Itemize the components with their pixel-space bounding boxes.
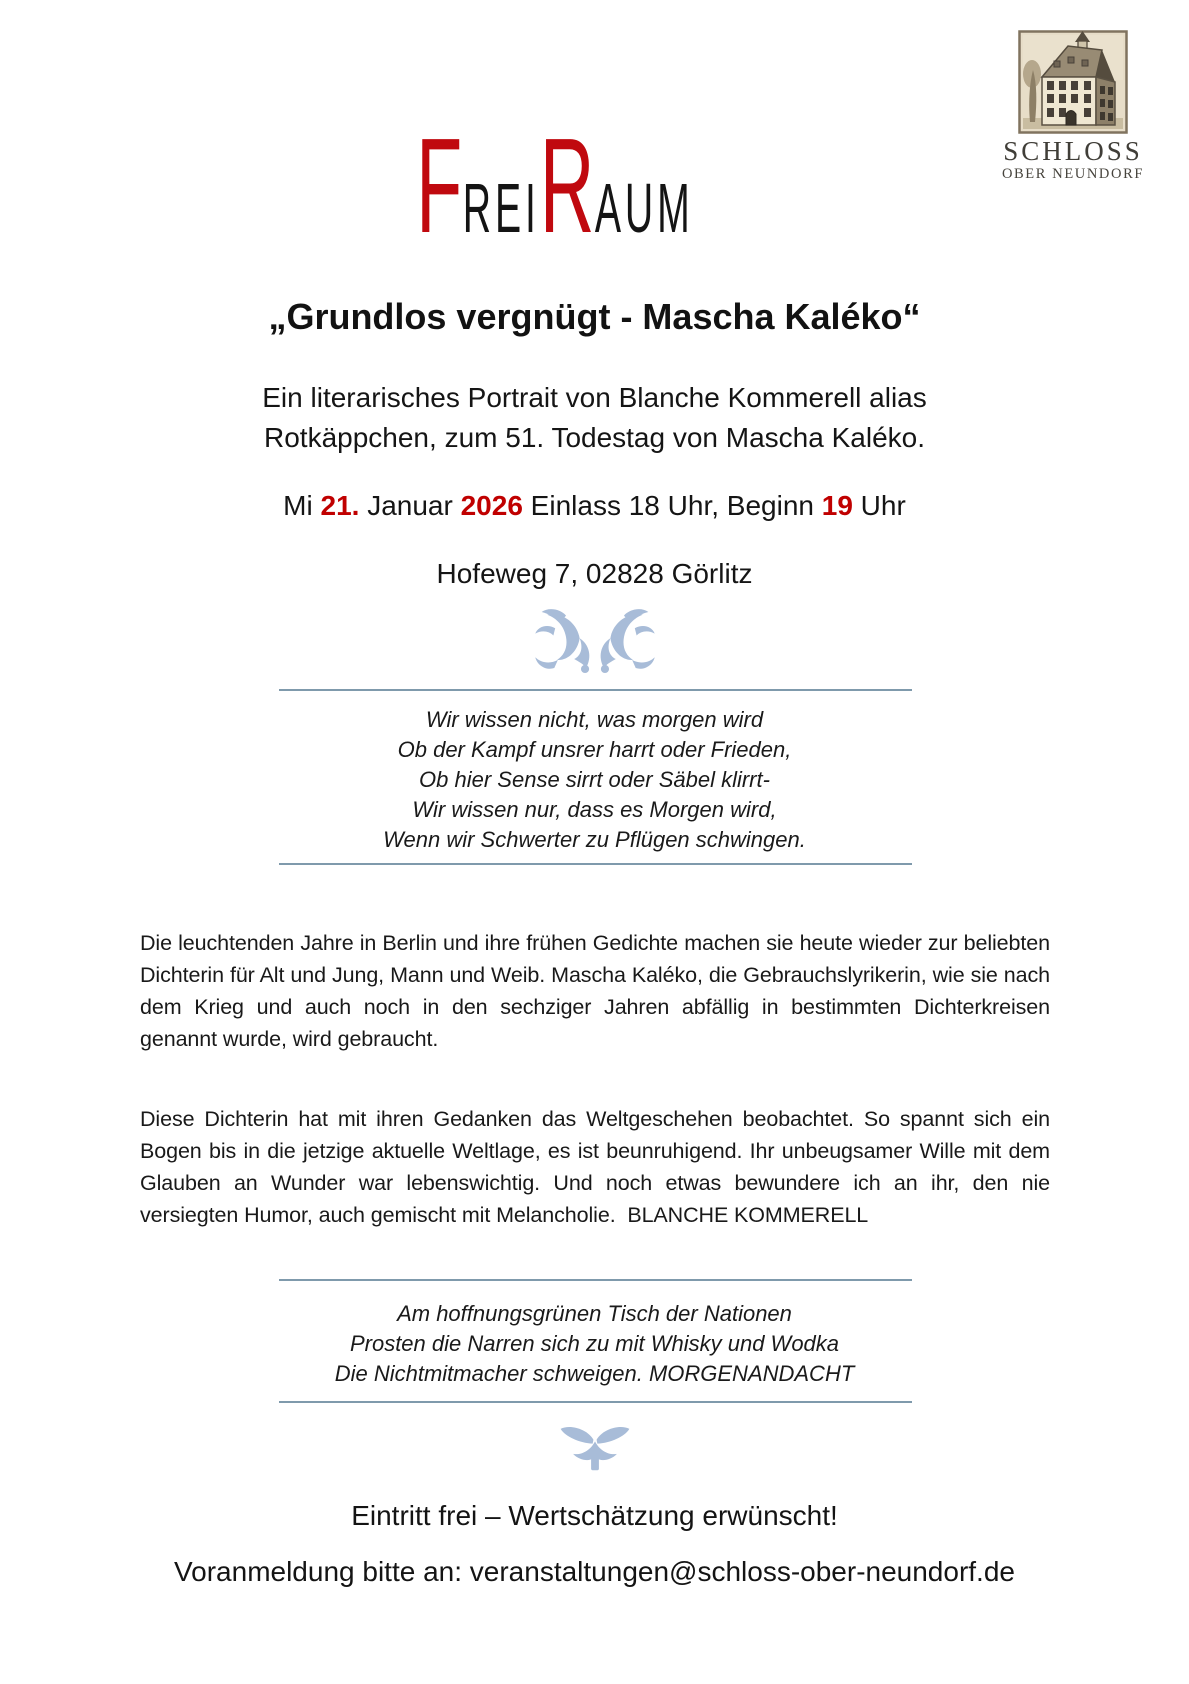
freiraum-initial-r: R	[539, 110, 595, 261]
date-seg-begin: 19	[821, 490, 853, 521]
freiraum-part-aum: AUM	[594, 169, 694, 247]
poem-line: Ob der Kampf unsrer harrt oder Frieden,	[397, 737, 792, 762]
divider-line	[279, 1279, 912, 1281]
footer-registration-line: Voranmeldung bitte an: veranstaltungen@schloss-ober-neundorf.de	[174, 1556, 1015, 1587]
floral-flourish-ornament-icon	[0, 602, 1189, 683]
poem-line: Prosten die Narren sich zu mit Whisky und Wodka	[349, 1331, 840, 1356]
poem-line: Am hoffnungsgrünen Tisch der Nationen	[397, 1301, 792, 1326]
event-address: Hofeweg 7, 02828 Görlitz	[436, 558, 753, 589]
schloss-logo-line2: OBER NEUNDORF	[1001, 166, 1145, 182]
poem-line: Wir wissen nur, dass es Morgen wird,	[412, 797, 777, 822]
schloss-logo	[983, 30, 1163, 183]
castle-engraving-icon	[1018, 30, 1128, 134]
divider-line	[279, 1401, 912, 1403]
divider-line	[279, 863, 912, 865]
poem-kaleko-2	[0, 1299, 1189, 1389]
poem-line: Die Nichtmitmacher schweigen. MORGENANDACHT	[334, 1361, 855, 1386]
date-seg-uhr: Uhr	[852, 490, 906, 521]
poem-line: Wenn wir Schwerter zu Pflügen schwingen.	[383, 827, 806, 852]
poem-line: Ob hier Sense sirrt oder Säbel klirrt-	[419, 767, 770, 792]
schloss-logo-line1: SCHLOSS	[1003, 136, 1143, 166]
date-seg-daynum: 21.	[320, 490, 360, 521]
date-seg-year: 2026	[460, 490, 523, 521]
footer-admission-line: Eintritt frei – Wertschätzung erwünscht!	[351, 1500, 838, 1531]
poem-kaleko-1	[0, 705, 1189, 855]
date-seg-month: Januar	[359, 490, 461, 521]
body-paragraph-2: Diese Dichterin hat mit ihren Gedanken das Weltgeschehen beobachtet. So spannt sich ein Bogen bis in die jetzige aktuelle Weltlage, es ist beunruhigend. Ihr unbeugsamer Wille mit dem Glauben an Wunder war lebenswichtig. Und noch etwas bewundere ich an ihr, den nie versiegten Humor, auch gemischt mit Melancholie. BLANCHE KOMMERELL	[140, 1107, 1056, 1227]
event-date-line	[0, 486, 1189, 526]
poem-line: Wir wissen nicht, was morgen wird	[425, 707, 764, 732]
date-seg-day: Mi	[283, 490, 321, 521]
freiraum-part-rei: REI	[462, 169, 540, 247]
date-seg-einlass: Einlass 18 Uhr, Beginn	[522, 490, 822, 521]
event-title: „Grundlos vergnügt - Mascha Kaléko“	[268, 296, 921, 337]
divider-line	[279, 689, 912, 691]
freiraum-initial-f: F	[415, 110, 463, 261]
fleur-ornament-icon	[0, 1421, 1189, 1476]
event-subtitle: Ein literarisches Portrait von Blanche Kommerell alias Rotkäppchen, zum 51. Todestag von Mascha Kaléko.	[262, 382, 927, 453]
body-paragraph-1: Die leuchtenden Jahre in Berlin und ihre frühen Gedichte machen sie heute wieder zur beliebten Dichterin für Alt und Jung, Mann und Weib. Mascha Kaléko, die Gebrauchslyrikerin, wie sie nach dem Krieg und auch noch in den sechziger Jahren abfällig in bestimmten Dichterkreisen genannt wurde, wird gebraucht.	[140, 931, 1056, 1051]
